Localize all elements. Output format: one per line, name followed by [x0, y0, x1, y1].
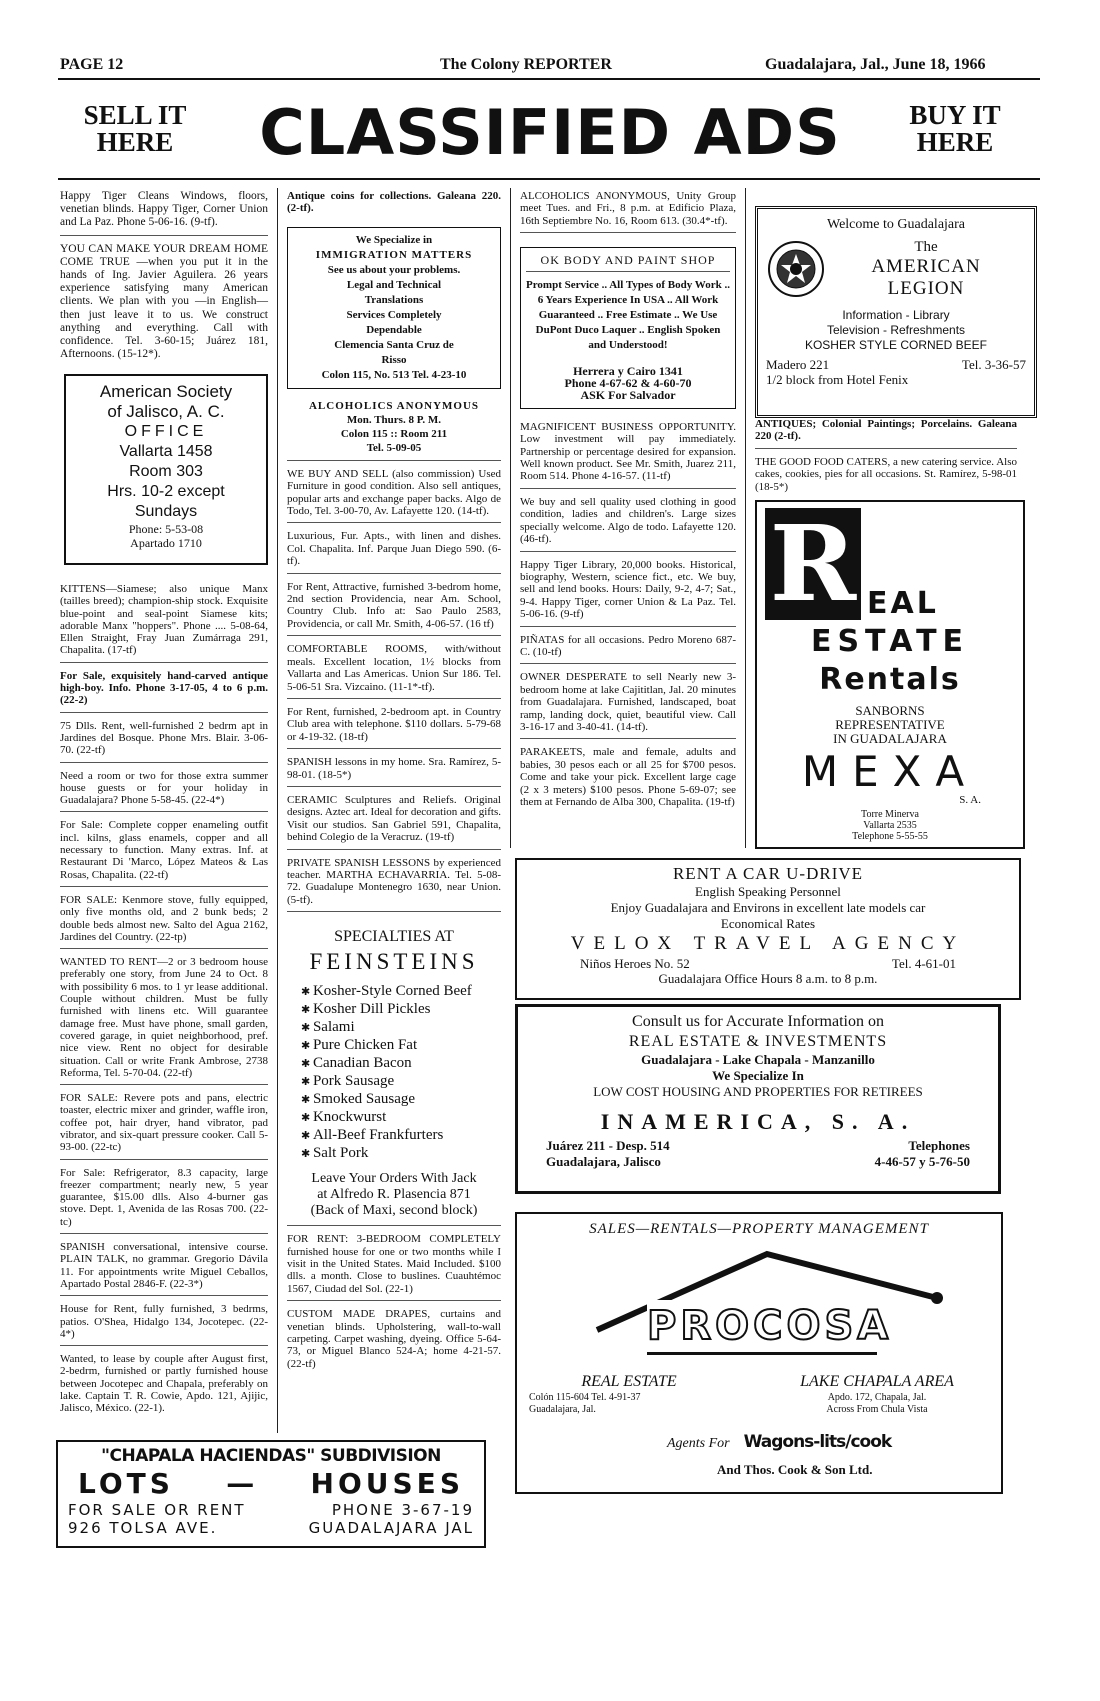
fein-item: ✱ Kosher Dill Pickles — [301, 1001, 501, 1019]
society-line: Apartado 1710 — [130, 536, 202, 550]
body-shop-phone: Phone 4-67-62 & 4-60-70 — [564, 376, 692, 391]
procosa-agents: Agents For — [667, 1436, 730, 1451]
classified-ad: FOR SALE: Kenmore stove, fully equipped, only five months old, and 2 bunk beds; 2 double beds almost new. Salto del Agua 2162, Jardines del Country. (22-tp) — [60, 894, 268, 949]
legion-emblem-icon — [766, 239, 826, 299]
society-line: Phone: 5-53-08 — [128, 522, 204, 536]
page-number: PAGE 12 — [60, 56, 124, 73]
velox-hours: Guadalajara Office Hours 8 a.m. to 8 p.m. — [658, 971, 878, 986]
procosa-ad — [515, 1212, 1003, 1494]
body-shop-title: OK BODY AND PAINT SHOP — [526, 254, 730, 271]
legion-phone: Tel. 3-36-57 — [961, 357, 1026, 372]
buy-line-1: BUY IT — [909, 100, 1001, 130]
fein-item: ✱ Canadian Bacon — [301, 1055, 501, 1073]
inamerica-phone-label: Telephones — [908, 1138, 970, 1153]
fein-item: ✱ Smoked Sausage — [301, 1091, 501, 1109]
body-shop-ad — [520, 247, 736, 409]
chapala-phone: PHONE 3-67-19 — [331, 1501, 474, 1519]
procosa-logo: PROCOSA — [647, 1300, 877, 1355]
classified-ad: 75 Dlls. Rent, well-furnished 2 bedrm apt in Jardines del Bosque. Phone Mrs. Blair. 3-06-70. (22-tf) — [60, 720, 268, 763]
newspaper-name: The Colony REPORTER — [440, 56, 612, 73]
society-line: Hrs. 10-2 except — [107, 483, 225, 500]
aa-line: Tel. 5-09-05 — [366, 441, 422, 454]
classified-ad: SPANISH conversational, intensive course. PLAIN TALK, no grammar. Gregorio Dávila 11. For appointments write Miguel Ceballos, Apartado Postal 2846-F. (22-3*) — [60, 1241, 268, 1296]
legion-kosher: KOSHER STYLE CORNED BEEF — [804, 338, 988, 352]
procosa-services: SALES—RENTALS—PROPERTY MANAGEMENT — [589, 1221, 929, 1237]
mexa-guad: IN GUADALAJARA — [833, 731, 947, 746]
velox-address: Niños Heroes No. 52 — [580, 956, 690, 971]
fein-item: ✱ Kosher-Style Corned Beef — [301, 983, 501, 1001]
society-line: of Jalisco, A. C. — [107, 402, 225, 421]
classified-ad: For Rent, furnished, 2-bedroom apt. in Country Club area with telephone. $110 dollars. 5-79-68 or 4-19-32. (18-tf) — [287, 706, 501, 749]
sell-line-2: HERE — [96, 127, 174, 157]
classified-ad: Need a room or two for those extra summer house guests or for your holiday in Guadalajara? Phone 5-58-45. (22-4*) — [60, 770, 268, 813]
legion-info: Television - Refreshments — [826, 323, 966, 337]
inamerica-phones: 4-46-57 y 5-76-50 — [874, 1154, 970, 1169]
legion-the: The — [914, 239, 938, 255]
legion-welcome: Welcome to Guadalajara — [826, 217, 966, 232]
society-line: Room 303 — [129, 463, 203, 480]
mexa-sa: S. A. — [959, 794, 981, 806]
immig-line: Dependable — [366, 323, 422, 336]
classified-ad: FOR SALE: Revere pots and pans, electric toaster, electric mixer and grinder, waffle iron, coffee pot, hair dryer, hand vibrator, pad vibrator, and six-quart pressure cooker. Call 5-93-00. (22-tc) — [60, 1092, 268, 1159]
legion-american: AMERICAN — [871, 256, 981, 277]
chapala-lots: LOTS — [78, 1467, 174, 1500]
mexa-sanborns: SANBORNS — [855, 703, 925, 718]
classified-ad: House for Rent, fully furnished, 3 bedrms, patios. O'Shea, Hidalgo 134, Jocotepec. (22-4*) — [60, 1303, 268, 1346]
velox-rent-a-car-ad — [515, 858, 1021, 1000]
classified-ad: WE BUY AND SELL (also commission) Used Furniture in good condition. Also sell antiques, popular arts and exchange paper backs. Algo de Todo, Tel. 3-00-70, Av. Lafayette 120. (14-tf). — [287, 468, 501, 524]
mexa-address: Telephone 5-55-55 — [852, 831, 928, 842]
chapala-sale: FOR SALE OR RENT — [68, 1501, 246, 1519]
inamerica-line: Guadalajara - Lake Chapala - Manzanillo — [641, 1052, 875, 1067]
inamerica-real-estate-ad — [515, 1004, 1001, 1194]
inamerica-name: INAMERICA, S. A. — [600, 1109, 916, 1134]
immig-line: IMMIGRATION MATTERS — [315, 248, 473, 261]
society-line: Vallarta 1458 — [119, 443, 213, 460]
inamerica-line: REAL ESTATE & INVESTMENTS — [628, 1033, 888, 1050]
velox-title: RENT A CAR U-DRIVE — [672, 864, 864, 883]
mexa-real-estate-ad — [755, 500, 1025, 849]
classified-ad: Antique coins for collections. Galeana 220. (2-tf). — [287, 190, 501, 215]
body-shop-contact: ASK For Salvador — [580, 388, 676, 403]
dateline: Guadalajara, Jal., June 18, 1966 — [765, 56, 986, 73]
immig-line: Clemencia Santa Cruz de — [334, 338, 454, 351]
mexa-big-r: R — [765, 508, 861, 620]
mexa-rep: REPRESENTATIVE — [835, 717, 945, 732]
classified-ad: ALCOHOLICS ANONYMOUS, Unity Group meet Tues. and Fri., 8 p.m. at Edificio Plaza, 16th Septiembre No. 16, Room 613. (30.4*-tf). — [520, 190, 736, 233]
classified-ad: WANTED TO RENT—2 or 3 bedroom house preferably one story, from June 24 to Oct. 8 with possibility 6 mos. to 1 yr lease additional. Couple without children. Must be fully furnished with linens etc. Will guarantee damage free. Must have phone, small garden, covered garage, in quiet neighborhood, pref. nice view. Rent no object for desirable situation. Call or write Frank Ambrose, 2738 Reforma, Tel. 5-70-04. (22-tf) — [60, 956, 268, 1085]
column-divider — [510, 188, 511, 848]
mexa-estate: ESTATE — [810, 624, 970, 659]
classified-ad: Wanted, to lease by couple after August first, 2-bedrm, furnished or partly furnished house between Jocotepec and Chapala, preferably on lake. Captain T. R. Cowie, Apdo. 121, Ajijic, Jalisco, México. (22-1). — [60, 1353, 268, 1415]
immig-line: Legal and Technical — [346, 278, 442, 291]
society-line: American Society — [99, 382, 233, 401]
fein-heading: SPECIALTIES AT — [334, 928, 454, 946]
inamerica-line: Consult us for Accurate Information on — [632, 1013, 884, 1030]
procosa-left-heading: REAL ESTATE — [581, 1373, 677, 1390]
masthead-rule — [58, 78, 1040, 80]
classified-ad: MAGNIFICENT BUSINESS OPPORTUNITY. Low investment will pay immediately. Partnership or percentage desired for expansion. Well known product. See Mr. Smith, Juarez 211, Room 514. Phone 4-16-57. (11-tf) — [520, 421, 736, 489]
classified-ad: PRIVATE SPANISH LESSONS by experienced teacher. MARTHA ECHAVARRIA. Tel. 5-08-72. Guadalupe Montenegro 1630, near Union. (5-tf). — [287, 857, 501, 913]
chapala-address: 926 TOLSA AVE. — [68, 1519, 218, 1537]
mexa-name: MEXA — [801, 747, 979, 796]
column-divider — [745, 188, 746, 848]
velox-line: English Speaking Personnel — [695, 884, 841, 899]
chapala-title: "CHAPALA HACIENDAS" SUBDIVISION — [101, 1446, 441, 1466]
mexa-rentals: Rentals — [819, 662, 961, 697]
fein-item: ✱ Pork Sausage — [301, 1073, 501, 1091]
body-shop-address: Herrera y Cairo 1341 — [573, 363, 683, 378]
immig-line: Translations — [364, 293, 424, 306]
procosa-left-line: Colón 115-604 Tel. 4-91-37 — [529, 1392, 641, 1403]
classified-ad: For Sale: Refrigerator, 8.3 capacity, large freezer compartment; nearly new, 5 year guarantee, $15.00 dlls. Also 4-burner gas stove. Dept. 1, Avenida de las Rosas 700. (22-tc) — [60, 1167, 268, 1234]
fein-footer: at Alfredo R. Plasencia 871 — [317, 1187, 471, 1203]
buy-it-here — [885, 102, 1025, 156]
section-title: CLASSIFIED ADS — [259, 96, 841, 169]
fein-items — [301, 983, 501, 1163]
alcoholics-anonymous-ad — [287, 399, 501, 461]
fein-item: ✱ Salt Pork — [301, 1145, 501, 1163]
body-shop-text: Prompt Service .. All Types of Body Work .. 6 Years Experience In USA .. All Work Guaranteed .. Free Estimate .. We Use DuPont Duco Laquer .. English Spoken and Understood! — [526, 278, 730, 351]
society-line: Sundays — [134, 503, 198, 520]
classified-ad: For Sale: Complete copper enameling outfit incl. kilns, glass enamels, copper and all necessary to function. Many extras. Inf. at Restaurant Di 'Marco, López Mateos & Las Rosas, Chapalita. (22-tf) — [60, 819, 268, 886]
legion-address: Madero 221 — [766, 357, 830, 372]
immig-line: Colon 115, No. 513 Tel. 4-23-10 — [321, 368, 467, 381]
column-1-bottom — [60, 583, 268, 1427]
classified-ad: COMFORTABLE ROOMS, with/without meals. Excellent location, 1½ blocks from Vallarta and Las Americas. Union Sur 186. Tel. 5-06-51 Sra. Vizcaino. (11-1*-tf). — [287, 643, 501, 699]
classified-ad: PIÑATAS for all occasions. Pedro Moreno 687-C. (10-tf) — [520, 634, 736, 665]
procosa-cook: And Thos. Cook & Son Ltd. — [717, 1462, 873, 1477]
legion-legion: LEGION — [887, 278, 965, 299]
sell-it-here — [80, 102, 190, 156]
chapala-city: GUADALAJARA JAL — [308, 1519, 474, 1537]
classified-ad: CERAMIC Sculptures and Reliefs. Original designs. Aztec art. Ideal for decoration and gifts. Visit our studios. San Gabriel 591, Chapalita, behind Colegio de la Veracruz. (19-tf) — [287, 794, 501, 850]
legion-location: 1/2 block from Hotel Fenix — [766, 372, 909, 387]
inamerica-line: LOW COST HOUSING AND PROPERTIES FOR RETIREES — [593, 1084, 923, 1099]
classified-ad: FOR RENT: 3-BEDROOM COMPLETELY furnished house for one or two months while I visit in the United States. Maid Included. $100 dlls. a month. Close to buslines. Cuauhtémoc 1567, Ciudad del Sol. (22-1) — [287, 1233, 501, 1301]
classified-ad: CUSTOM MADE DRAPES, curtains and venetian blinds. Upholstering, wall-to-wall carpeting. Carpet washing, dyeing. Office 5-64-73, or Miguel Blanco 524-A; home 4-21-57. (22-tf) — [287, 1308, 501, 1370]
column-2 — [287, 190, 501, 1382]
fein-item: ✱ Salami — [301, 1019, 501, 1037]
chapala-houses: HOUSES — [310, 1467, 464, 1500]
velox-agency: VELOX TRAVEL AGENCY — [570, 933, 966, 954]
classified-ad: Happy Tiger Library, 20,000 books. Historical, biography, Western, science fict., etc. We buy, sell and lend books. Hours: Daily, 9-2, 4-7; Sat., 9-4. Happy Tiger, corner Union & La Paz. Tel. 5-06-16. (9-tf) — [520, 559, 736, 627]
inamerica-address: Juárez 211 - Desp. 514 — [546, 1138, 670, 1153]
classified-ad: OWNER DESPERATE to sell Nearly new 3-bedroom home at lake Cajititlan, Jal. 20 minutes from Guadalajara. Furnished, landscaped, boat ramp, landing dock, quiet, beautiful view. Call 3-16-17 and 3-40-41. (14-tf). — [520, 671, 736, 739]
classified-ad: We buy and sell quality used clothing in good condition, ladies and children's. Large sizes specially welcome. Algo de todo. Lafayette 120. (46-tf). — [520, 496, 736, 552]
fein-item: ✱ Knockwurst — [301, 1109, 501, 1127]
aa-line: ALCOHOLICS ANONYMOUS — [308, 399, 480, 412]
immigration-ad — [287, 227, 501, 389]
feinsteins-ad — [287, 919, 501, 1226]
fein-name: FEINSTEINS — [309, 949, 479, 975]
classified-ad: Luxurious, Fur. Apts., with linen and dishes. Col. Chapalita. Inf. Parque Juan Diego 590. (6-tf). — [287, 530, 501, 573]
classified-ad: PARAKEETS, male and female, adults and babies, 30 pesos each or all 25 for $700 pesos. Come and take your pick. Excellent large cage (2 x 3 meters) $100 pesos. Phone 5-69-07; see them at Fernando de Alba 300, Chapalita. (19-tf) — [520, 746, 736, 808]
classified-ad: SPANISH lessons in my home. Sra. Ramírez, 5-98-01. (18-5*) — [287, 756, 501, 787]
society-line: OFFICE — [124, 423, 208, 440]
mexa-address: Vallarta 2535 — [863, 820, 917, 831]
classified-ad: KITTENS—Siamese; also unique Manx (tailles breed); champion-ship stock. Exquisite blue-point and seal-point Siamese kits; adorable Manx "hoppers". Phone .... 5-08-64, Ellen Straight, Fray Juan Zumárraga 291, Chapalita. (17-tf) — [60, 583, 268, 663]
column-divider — [277, 188, 278, 1433]
chapala-haciendas-ad — [56, 1440, 486, 1548]
immig-line: Services Completely — [346, 308, 442, 321]
inamerica-city: Guadalajara, Jalisco — [546, 1154, 661, 1169]
inamerica-line: We Specialize In — [712, 1068, 804, 1083]
column-1-top — [60, 190, 268, 373]
classified-ad: THE GOOD FOOD CATERS, a new catering service. Also cakes, cookies, pies for all occasions. St. Ramírez, 5-98-01 (18-5*) — [755, 455, 1017, 493]
fein-item: ✱ All-Beef Frankfurters — [301, 1127, 501, 1145]
legion-info: Information - Library — [842, 308, 950, 322]
aa-line: Mon. Thurs. 8 P. M. — [346, 413, 442, 426]
classified-ad: Happy Tiger Cleans Windows, floors, venetian blinds. Happy Tiger, Corner Union and La Paz. Phone 5-06-16. (9-tf). — [60, 190, 268, 236]
american-legion-ad — [755, 206, 1037, 418]
velox-phone: Tel. 4-61-01 — [891, 956, 956, 971]
fein-footer: Leave Your Orders With Jack — [311, 1171, 477, 1187]
procosa-right-heading: LAKE CHAPALA AREA — [800, 1373, 954, 1390]
chapala-dash: — — [226, 1467, 259, 1500]
velox-line: Economical Rates — [720, 916, 816, 931]
velox-line: Enjoy Guadalajara and Environs in excellent late models car — [610, 900, 926, 915]
mexa-address: Torre Minerva — [861, 809, 919, 820]
banner-rule — [58, 178, 1040, 180]
procosa-right-line: Across From Chula Vista — [826, 1404, 928, 1415]
immig-line: We Specialize in — [355, 233, 433, 246]
buy-line-2: HERE — [916, 127, 994, 157]
procosa-left-line: Guadalajara, Jal. — [529, 1404, 596, 1415]
mexa-eal: EAL — [867, 586, 939, 621]
classified-ad: For Sale, exquisitely hand-carved antique high-boy. Info. Phone 3-17-05, 4 to 6 p.m. (22-2) — [60, 670, 268, 713]
fein-footer: (Back of Maxi, second block) — [310, 1203, 478, 1219]
classified-ad: ANTIQUES; Colonial Paintings; Porcelains. Galeana 220 (2-tf). — [755, 418, 1017, 449]
procosa-right-line: Apdo. 172, Chapala, Jal. — [827, 1392, 927, 1403]
immig-line: See us about your problems. — [327, 263, 461, 276]
column-3 — [520, 190, 736, 820]
immig-line: Risso — [381, 353, 407, 366]
fein-item: ✱ Pure Chicken Fat — [301, 1037, 501, 1055]
column-4-text — [755, 418, 1017, 505]
american-society-ad — [64, 374, 268, 565]
classified-ad: For Rent, Attractive, furnished 3-bedrom home, 2nd section Providencia, near Am. School, Country Club. Info at: Sao Paulo 2583, Providencia, or call Mr. Smith, 4-06-57. (16 tf) — [287, 581, 501, 637]
classified-ad: YOU CAN MAKE YOUR DREAM HOME COME TRUE —when you put it in the hands of Ing. Javier Aguilera. 26 years experience satisfying many American clients. We plan with you —in English— then just leave it to us. We construct anything and everything. Call with confidence. Tel. 3-60-15; Juárez 181, Afternoons. (15-12*). — [60, 242, 268, 361]
aa-line: Colon 115 :: Room 211 — [340, 427, 448, 440]
sell-line-1: SELL IT — [83, 100, 187, 130]
wagons-lits-logo: Wagons-lits/cook — [743, 1432, 892, 1452]
